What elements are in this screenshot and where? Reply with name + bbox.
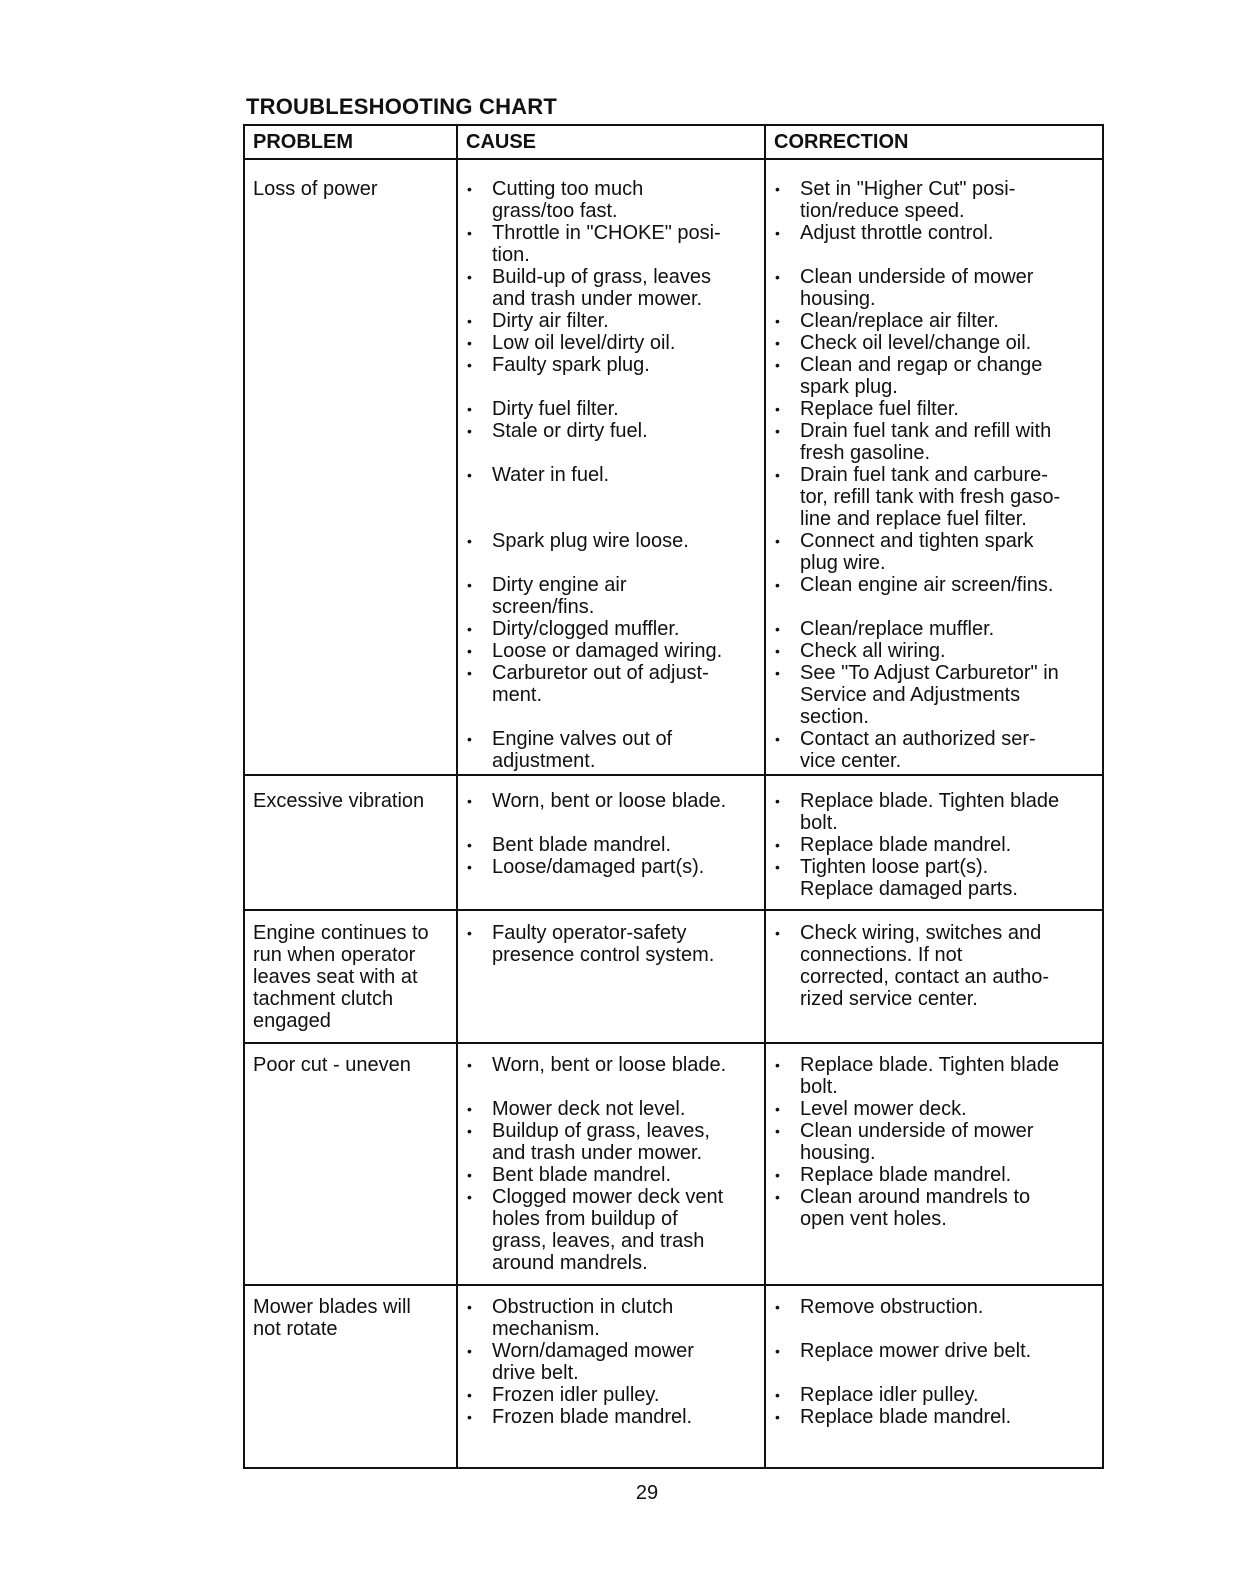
bullet-icon: • [775,533,780,549]
correction-item: • Clean underside of mower housing. [775,1120,1034,1164]
correction-item: • See "To Adjust Carburetor" in Service and Adjustments section. [775,662,1059,728]
bullet-icon: • [775,643,780,659]
page-number: 29 [635,1482,659,1504]
header-problem: PROBLEM [245,126,458,160]
bullet-icon: • [467,335,472,351]
cause-item: • Cutting too much grass/too fast. [467,178,644,222]
correction-item: • Clean around mandrels to open vent holes. [775,1186,1031,1230]
cause-item: • Faulty spark plug. [467,354,650,376]
correction-item: • Clean/replace muffler. [775,618,995,640]
cause-item: • Frozen idler pulley. [467,1384,660,1406]
correction-item: • Clean engine air screen/fins. [775,574,1054,596]
bullet-icon: • [775,467,780,483]
correction-item: • Tighten loose part(s). Replace damaged parts. [775,856,1018,900]
bullet-icon: • [467,1299,472,1315]
bullet-icon: • [467,225,472,241]
correction-item: • Clean/replace air filter. [775,310,999,332]
correction-item: • Replace idler pulley. [775,1384,979,1406]
cause-item: • Mower deck not level. [467,1098,686,1120]
cause-item: • Bent blade mandrel. [467,834,672,856]
bullet-icon: • [467,269,472,285]
correction-item: • Drain fuel tank and refill with fresh gasoline. [775,420,1052,464]
bullet-icon: • [467,1123,472,1139]
problem-engine-continues: Engine continues to run when operator leaves seat with at tachment clutch engaged [253,922,429,1032]
bullet-icon: • [775,621,780,637]
bullet-icon: • [775,1101,780,1117]
correction-item: • Set in "Higher Cut" posi- tion/reduce speed. [775,178,1016,222]
bullet-icon: • [775,269,780,285]
bullet-icon: • [467,643,472,659]
bullet-icon: • [775,1167,780,1183]
bullet-icon: • [775,1299,780,1315]
chart-title: TROUBLESHOOTING CHART [246,94,557,119]
cause-item: • Worn, bent or loose blade. [467,1054,727,1076]
cause-item: • Low oil level/dirty oil. [467,332,676,354]
bullet-icon: • [775,225,780,241]
bullet-icon: • [467,665,472,681]
bullet-icon: • [467,1167,472,1183]
bullet-icon: • [467,1387,472,1403]
row-divider [245,909,1102,911]
bullet-icon: • [775,1343,780,1359]
cause-item: • Obstruction in clutch mechanism. [467,1296,674,1340]
cause-item: • Build-up of grass, leaves and trash under mower. [467,266,712,310]
bullet-icon: • [775,837,780,853]
bullet-icon: • [775,181,780,197]
bullet-icon: • [467,467,472,483]
bullet-icon: • [775,665,780,681]
correction-item: • Clean and regap or change spark plug. [775,354,1043,398]
bullet-icon: • [467,1409,472,1425]
correction-item: • Adjust throttle control. [775,222,994,244]
bullet-icon: • [775,1387,780,1403]
cause-item: • Dirty/clogged muffler. [467,618,680,640]
correction-item: • Check all wiring. [775,640,946,662]
bullet-icon: • [775,859,780,875]
bullet-icon: • [467,621,472,637]
bullet-icon: • [467,423,472,439]
bullet-icon: • [775,925,780,941]
bullet-icon: • [467,1189,472,1205]
bullet-icon: • [467,793,472,809]
correction-item: • Contact an authorized ser- vice center. [775,728,1036,772]
bullet-icon: • [775,577,780,593]
cause-item: • Faulty operator-safety presence control system. [467,922,715,966]
bullet-icon: • [467,533,472,549]
bullet-icon: • [467,1343,472,1359]
cause-item: • Buildup of grass, leaves, and trash under mower. [467,1120,710,1164]
troubleshooting-table [243,124,1104,1469]
bullet-icon: • [467,577,472,593]
header-correction: CORRECTION [766,126,1104,160]
bullet-icon: • [775,1189,780,1205]
bullet-icon: • [467,313,472,329]
row-divider [245,774,1102,776]
correction-item: • Check wiring, switches and connections. If not corrected, contact an autho- rized service center. [775,922,1050,1010]
cause-item: • Spark plug wire loose. [467,530,689,552]
cause-item: • Engine valves out of adjustment. [467,728,673,772]
correction-item: • Replace mower drive belt. [775,1340,1032,1362]
bullet-icon: • [775,335,780,351]
bullet-icon: • [775,1123,780,1139]
cause-item: • Carburetor out of adjust- ment. [467,662,709,706]
bullet-icon: • [467,357,472,373]
bullet-icon: • [775,731,780,747]
bullet-icon: • [775,1409,780,1425]
row-divider [245,1042,1102,1044]
header-cause: CAUSE [458,126,766,160]
bullet-icon: • [467,925,472,941]
cause-item: • Worn/damaged mower drive belt. [467,1340,694,1384]
cause-item: • Dirty engine air screen/fins. [467,574,627,618]
correction-item: • Replace blade. Tighten blade bolt. [775,1054,1060,1098]
correction-item: • Connect and tighten spark plug wire. [775,530,1034,574]
correction-item: • Check oil level/change oil. [775,332,1032,354]
correction-item: • Clean underside of mower housing. [775,266,1034,310]
cause-item: • Dirty air filter. [467,310,609,332]
bullet-icon: • [775,313,780,329]
correction-item: • Level mower deck. [775,1098,967,1120]
bullet-icon: • [467,181,472,197]
bullet-icon: • [467,859,472,875]
correction-item: • Replace blade mandrel. [775,1164,1012,1186]
column-divider [764,126,766,1467]
bullet-icon: • [467,1101,472,1117]
cause-item: • Dirty fuel filter. [467,398,619,420]
correction-item: • Replace blade. Tighten blade bolt. [775,790,1060,834]
problem-blades-not-rotate: Mower blades will not rotate [253,1296,411,1340]
column-divider [456,126,458,1467]
bullet-icon: • [775,357,780,373]
bullet-icon: • [467,837,472,853]
cause-item: • Worn, bent or loose blade. [467,790,727,812]
bullet-icon: • [775,793,780,809]
bullet-icon: • [775,401,780,417]
problem-loss-of-power: Loss of power [253,178,378,200]
bullet-icon: • [467,401,472,417]
bullet-icon: • [775,423,780,439]
correction-item: • Replace blade mandrel. [775,834,1012,856]
cause-item: • Bent blade mandrel. [467,1164,672,1186]
cause-item: • Frozen blade mandrel. [467,1406,693,1428]
bullet-icon: • [775,1057,780,1073]
correction-item: • Remove obstruction. [775,1296,984,1318]
correction-item: • Replace fuel filter. [775,398,959,420]
cause-item: • Stale or dirty fuel. [467,420,648,442]
correction-item: • Drain fuel tank and carbure- tor, refill tank with fresh gaso- line and replace fuel filter. [775,464,1061,530]
cause-item: • Loose or damaged wiring. [467,640,723,662]
cause-item: • Throttle in "CHOKE" posi- tion. [467,222,721,266]
bullet-icon: • [467,1057,472,1073]
problem-poor-cut: Poor cut - uneven [253,1054,411,1076]
cause-item: • Clogged mower deck vent holes from buildup of grass, leaves, and trash around mandrels. [467,1186,724,1274]
correction-item: • Replace blade mandrel. [775,1406,1012,1428]
row-divider [245,1284,1102,1286]
cause-item: • Loose/damaged part(s). [467,856,705,878]
problem-excessive-vibration: Excessive vibration [253,790,425,812]
bullet-icon: • [467,731,472,747]
cause-item: • Water in fuel. [467,464,610,486]
